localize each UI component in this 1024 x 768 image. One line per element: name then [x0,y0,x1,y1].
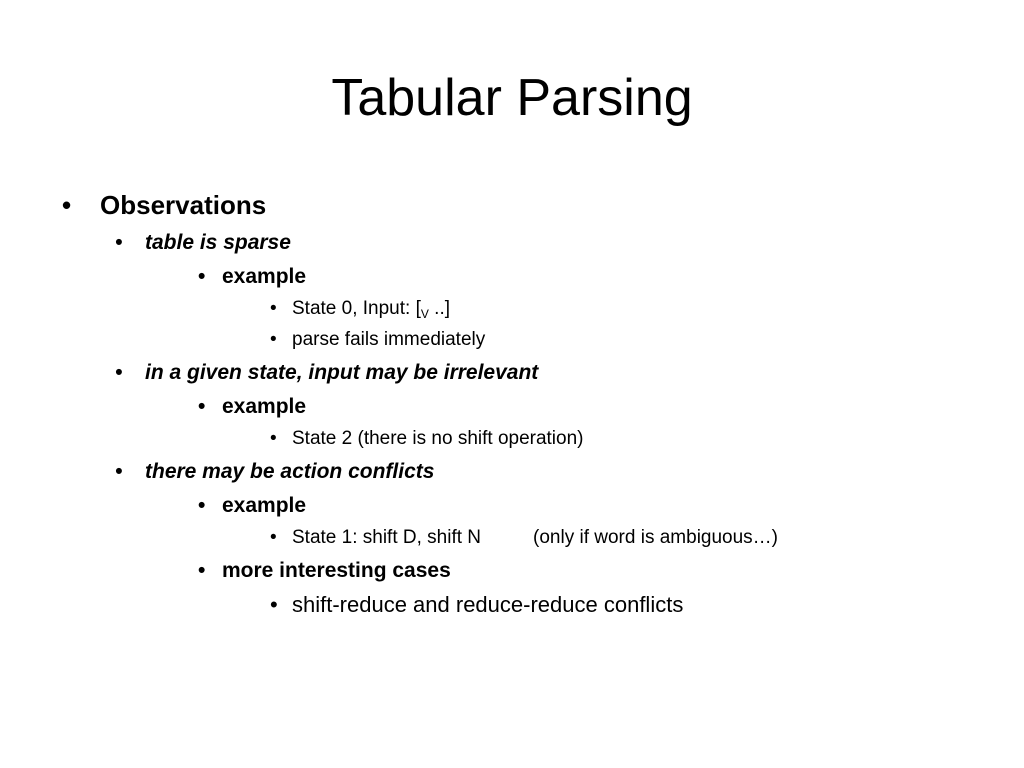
bullet-dot: • [115,231,123,254]
bullet-state-2 [270,426,584,452]
bullet-state-1 [270,525,779,551]
bullet-state-0-input [270,296,451,327]
bullet-dot: • [198,395,206,418]
bullet-table-is-sparse [115,229,291,257]
bullet-text: shift-reduce and reduce-reduce conflicts [292,592,684,617]
bullet-example-1 [198,263,307,291]
bullet-text: State 2 (there is no shift operation) [292,428,584,449]
bullet-text: table is sparse [145,231,291,254]
bullet-dot: • [115,361,123,384]
bullet-example-2 [198,393,307,421]
bullet-dot: • [270,527,277,548]
bullet-dot: • [270,428,277,449]
ambiguous-note: (only if word is ambiguous…) [533,527,779,548]
bullet-parse-fails [270,327,486,353]
bullet-dot: • [270,592,278,617]
slide-title: Tabular Parsing [331,69,693,127]
state-0-suffix: ..] [428,298,451,319]
bullet-text: example [222,265,307,288]
bullet-text: State 1: shift D, shift N [292,527,482,548]
bullet-text: parse fails immediately [292,329,486,350]
bullet-example-3 [198,492,307,520]
bullet-dot: • [198,265,206,288]
bullet-dot: • [115,460,123,483]
bullet-input-irrelevant [115,359,539,387]
bullet-dot: • [270,298,277,319]
bullet-observations [62,188,267,222]
bullet-dot: • [270,329,277,350]
bullet-text: in a given state, input may be irrelevant [145,361,539,384]
bullet-text: more interesting cases [222,559,451,582]
bullet-text: Observations [100,190,267,220]
bullet-more-cases [198,557,451,585]
bullet-action-conflicts [115,458,435,486]
bullet-text: example [222,395,307,418]
bullet-text: example [222,494,307,517]
bullet-dot: • [62,190,72,220]
bullet-text: there may be action conflicts [145,460,435,483]
bullet-dot: • [198,494,206,517]
bullet-dot: • [198,559,206,582]
bullet-shift-reduce [270,591,684,619]
state-0-prefix: State 0, Input: [ [292,298,421,319]
state-0-subscript: V [420,307,429,321]
